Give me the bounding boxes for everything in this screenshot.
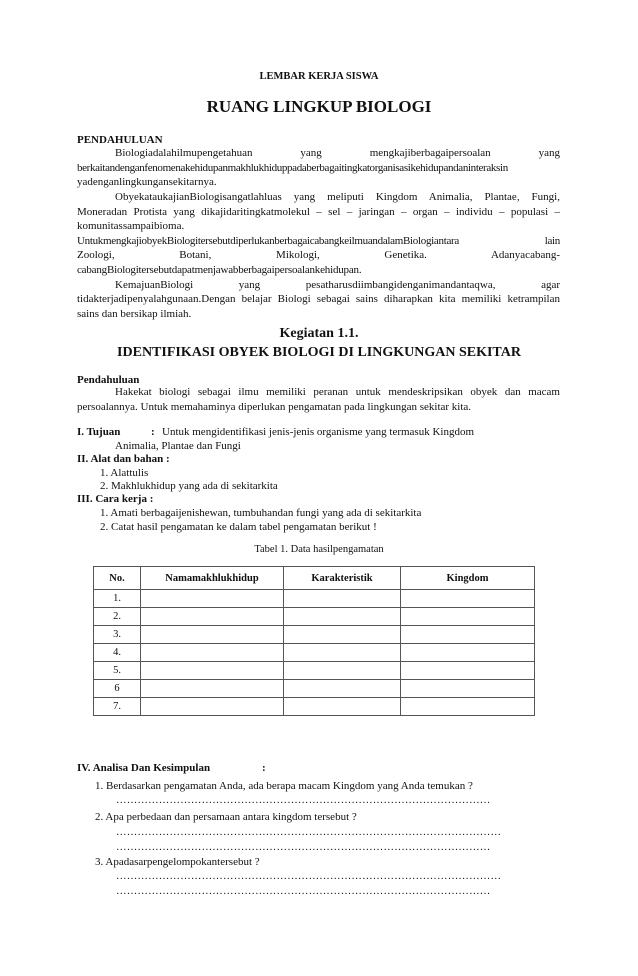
activity-intro-line1: Hakekat biologi sebagai ilmu memiliki peranan untuk mendeskripsikan obyek dan macam — [115, 386, 560, 398]
col-header-name: Namamakhlukhidup — [141, 567, 284, 590]
name-cell[interactable] — [141, 662, 284, 680]
objective-line1: Untuk mengidentifikasi jenis-jenis organisme yang termasuk Kingdom — [162, 426, 475, 438]
objective-line2: Animalia, Plantae dan Fungi — [115, 440, 241, 452]
kingdom-cell[interactable] — [401, 626, 535, 644]
intro-p1-line2: berkaitandenganfenomenakehidupanmakhlukhiduppadaberbagaitingkatorganisasikehidupandaninteraksin — [77, 162, 508, 174]
procedure-step-2: 2. Catat hasil pengamatan ke dalam tabel pengamatan berikut ! — [100, 521, 377, 533]
table-caption: Tabel 1. Data hasilpengamatan — [254, 544, 384, 555]
activity-title: Kegiatan 1.1. — [279, 326, 359, 341]
intro-p4-line2: tidakterjadipenyalahgunaan.Dengan belajar Biologi sebagai sains diharapkan kita memiliki ketrampilan — [77, 293, 560, 305]
table-row — [94, 662, 535, 680]
table-row — [94, 626, 535, 644]
objective-label: I. Tujuan — [77, 426, 121, 438]
question-3: 3. Apadasarpengelompokantersebut ? — [95, 856, 260, 868]
row-number: 2. — [94, 608, 141, 626]
characteristic-cell[interactable] — [284, 680, 401, 698]
name-cell[interactable] — [141, 644, 284, 662]
characteristic-cell[interactable] — [284, 608, 401, 626]
objective-colon: : — [151, 426, 155, 438]
kingdom-cell[interactable] — [401, 608, 535, 626]
intro-p1-line3: yadenganlingkungansekitarnya. — [77, 176, 217, 188]
answer-line-2a[interactable]: ……………………………………………………………………………………………… — [116, 827, 502, 838]
procedure-heading: III. Cara kerja : — [77, 493, 154, 505]
tools-item-1: 1. Alattulis — [100, 467, 149, 479]
answer-line-3b[interactable]: …………………………………………………………………………………………… — [116, 886, 491, 897]
page-title: RUANG LINGKUP BIOLOGI — [206, 97, 432, 116]
kingdom-cell[interactable] — [401, 590, 535, 608]
activity-subtitle: IDENTIFIKASI OBYEK BIOLOGI DI LINGKUNGAN SEKITAR — [117, 345, 521, 360]
row-number: 7. — [94, 698, 141, 716]
characteristic-cell[interactable] — [284, 626, 401, 644]
name-cell[interactable] — [141, 590, 284, 608]
intro-p2-line1: ObyekataukajianBiologisangatlahluas yang meliputi Kingdom Animalia, Plantae, Fungi, — [115, 191, 560, 203]
intro-p2-line2: Moneradan Protista yang dikajidaritingkatmolekul – sel – jaringan – organ – individu – populasi – — [77, 206, 560, 218]
col-header-characteristic: Karakteristik — [284, 567, 401, 590]
characteristic-cell[interactable] — [284, 698, 401, 716]
analysis-colon: : — [262, 762, 266, 774]
intro-heading: PENDAHULUAN — [77, 134, 163, 146]
analysis-heading: IV. Analisa Dan Kesimpulan — [77, 762, 211, 774]
table-row — [94, 608, 535, 626]
table-row — [94, 698, 535, 716]
row-number: 5. — [94, 662, 141, 680]
answer-line-3a[interactable]: ……………………………………………………………………………………………… — [116, 871, 502, 882]
activity-intro-line2: persoalannya. Untuk memahaminya diperlukan pengamatan pada lingkungan sekitar kita. — [77, 401, 472, 413]
kingdom-cell[interactable] — [401, 680, 535, 698]
kingdom-cell[interactable] — [401, 662, 535, 680]
question-1: 1. Berdasarkan pengamatan Anda, ada berapa macam Kingdom yang Anda temukan ? — [95, 780, 473, 792]
intro-p3-line3: cabangBiologitersebutdapatmenjawabberbagaipersoalankehidupan. — [77, 264, 362, 276]
intro-p1-line1: Biologiadalahilmupengetahuan yang mengkajiberbagaipersoalan yang — [115, 147, 560, 159]
table-header-row — [94, 567, 535, 590]
answer-line-2b[interactable]: …………………………………………………………………………………………… — [116, 842, 491, 853]
intro-p4-line1: KemajuanBiologi yang pesatharusdiimbangidenganimandantaqwa, agar — [115, 279, 560, 291]
table-row — [94, 644, 535, 662]
intro-p2-line3: komunitassampaibioma. — [77, 220, 185, 232]
kingdom-cell[interactable] — [401, 698, 535, 716]
answer-line-1[interactable]: …………………………………………………………………………………………… — [116, 795, 491, 806]
tools-item-2: 2. Makhlukhidup yang ada di sekitarkita — [100, 480, 278, 492]
row-number: 4. — [94, 644, 141, 662]
intro-p4-line3: sains dan bersikap ilmiah. — [77, 308, 192, 320]
row-number: 3. — [94, 626, 141, 644]
characteristic-cell[interactable] — [284, 590, 401, 608]
name-cell[interactable] — [141, 698, 284, 716]
characteristic-cell[interactable] — [284, 662, 401, 680]
table-row — [94, 590, 535, 608]
sheet-label: LEMBAR KERJA SISWA — [259, 71, 379, 82]
kingdom-cell[interactable] — [401, 644, 535, 662]
intro-p3-line1: UntukmengkajiobyekBiologitersebutdiperlukanberbagaicabangkeilmuandalamBiologiantara lain — [77, 235, 560, 247]
activity-intro-heading: Pendahuluan — [77, 374, 140, 386]
question-2: 2. Apa perbedaan dan persamaan antara kingdom tersebut ? — [95, 811, 357, 823]
row-number: 6 — [94, 680, 141, 698]
intro-p3-line2: Zoologi, Botani, Mikologi, Genetika. Adanyacabang- — [77, 249, 560, 261]
row-number: 1. — [94, 590, 141, 608]
col-header-kingdom: Kingdom — [401, 567, 535, 590]
tools-heading: II. Alat dan bahan : — [77, 453, 170, 465]
table-row — [94, 680, 535, 698]
name-cell[interactable] — [141, 626, 284, 644]
procedure-step-1: 1. Amati berbagaijenishewan, tumbuhandan fungi yang ada di sekitarkita — [100, 507, 422, 519]
name-cell[interactable] — [141, 608, 284, 626]
name-cell[interactable] — [141, 680, 284, 698]
characteristic-cell[interactable] — [284, 644, 401, 662]
col-header-no: No. — [94, 567, 141, 590]
observation-table — [93, 566, 535, 716]
